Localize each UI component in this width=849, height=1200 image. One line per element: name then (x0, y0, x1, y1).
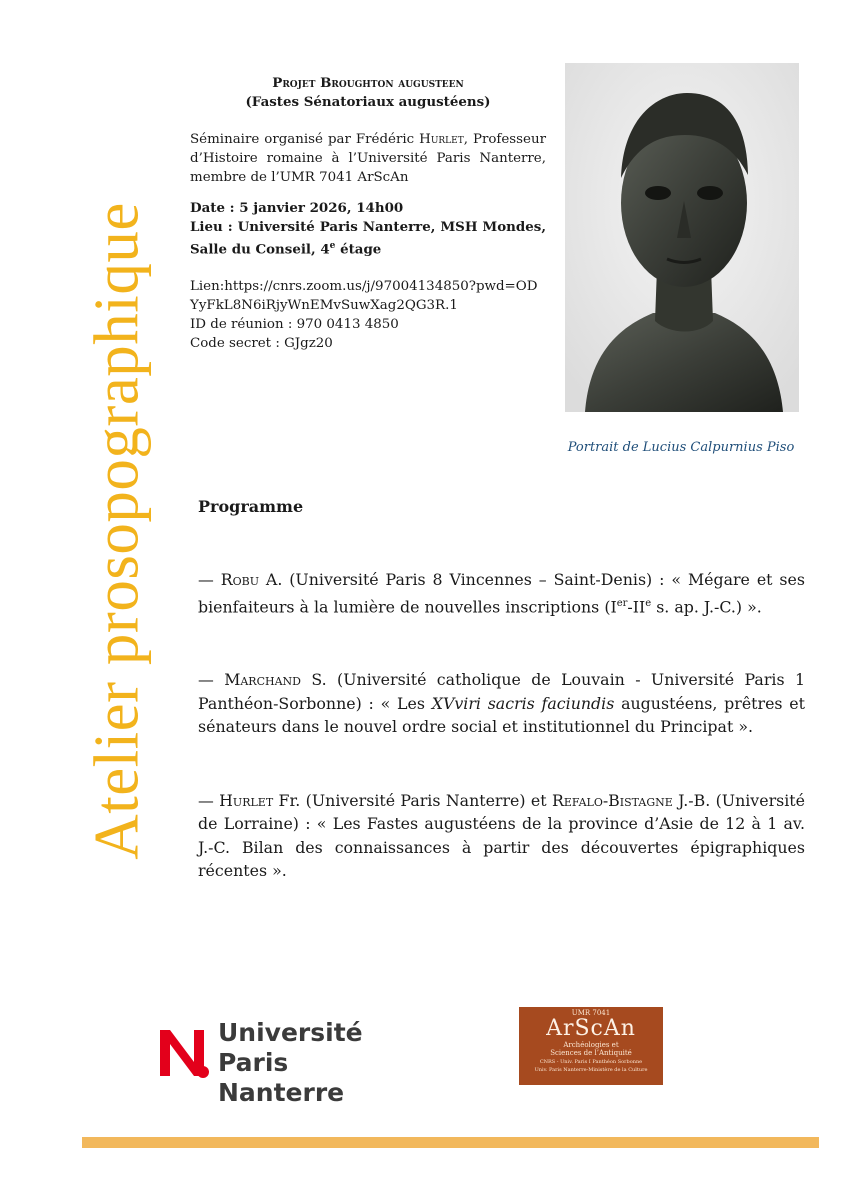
arscan-name: ArScAn (546, 1016, 636, 1041)
bottom-bar (82, 1137, 819, 1148)
arscan-sub1: Archéologies et (563, 1041, 619, 1049)
programme-list (198, 568, 805, 933)
portrait-bust-image (565, 63, 799, 412)
speaker-name: Robu (220, 570, 259, 589)
project-title (190, 74, 546, 112)
arscan-inst1: CNRS - Univ. Paris I Panthéon Sorbonne (539, 1059, 643, 1065)
entry-dash: — (198, 790, 220, 810)
place-text: Lieu : Université Paris Nanterre, MSH Mondes, Salle du Conseil, 4 (190, 219, 546, 258)
secret-code: Code secret : GJgz20 (190, 336, 333, 352)
date-place (190, 199, 546, 259)
intro-post: , Professeur d’Histoire romaine à l’Université Paris Nanterre, membre de l’UMR 7041 ArScAn (190, 132, 547, 185)
zoom-link[interactable]: Lien:https://cnrs.zoom.us/j/97004134850?pwd=ODYyFkL8N6iRjyWnEMvSuwXag2QG3R.1 (190, 279, 538, 314)
nanterre-line1: Université (218, 1018, 363, 1047)
nanterre-n-icon (158, 1020, 212, 1078)
intro-paragraph (190, 130, 546, 187)
intro-pre: Séminaire organisé par Frédéric (190, 132, 420, 147)
side-title (78, 86, 156, 976)
portrait-caption: Portrait de Lucius Calpurnius Piso (567, 440, 795, 455)
entry-dash: — (198, 670, 225, 690)
organizer-name: Hurlet (419, 132, 464, 147)
speaker-name: Refalo-Bistagne (551, 790, 673, 810)
event-header (190, 74, 546, 353)
entry-text: -II (627, 596, 646, 616)
entry-sup: er (616, 597, 628, 609)
entry-text: augustéens, prêtres et sénateurs dans le nouvel ordre social et institutionnel du Principat ». (198, 693, 805, 737)
date-line: Date : 5 janvier 2026, 14h00 (190, 200, 404, 216)
arscan-umr: UMR 7041 (571, 1009, 611, 1017)
nanterre-line2: Paris Nanterre (218, 1048, 345, 1107)
programme-title: Programme (198, 497, 304, 516)
entry-text: Fr. (Université Paris Nanterre) et (273, 790, 552, 810)
project-name: Projet Broughton augusteen (272, 75, 464, 91)
nanterre-text (218, 1018, 418, 1108)
place-end: étage (335, 241, 382, 258)
place-line (190, 218, 546, 259)
entry-dash: — (198, 570, 221, 589)
entry-sup: e (645, 597, 652, 609)
arscan-inst2: Univ. Paris Nanterre-Ministère de la Culture (534, 1067, 648, 1073)
project-subtitle: (Fastes Sénatoriaux augustéens) (245, 94, 491, 110)
zoom-info (190, 277, 546, 353)
entry-text: S. (Université catholique de Louvain - Université Paris 1 Panthéon-Sorbonne) : « Les (198, 670, 805, 713)
speaker-name: Marchand (224, 670, 301, 690)
entry-text: A. (Université Paris 8 Vincennes – Saint-Denis) : « Mégare et ses bienfaiteurs à la lumière de nouvelles inscriptions (I (198, 570, 805, 616)
entry-text: s. ap. J.-C.) ». (651, 596, 762, 616)
arscan-logo (519, 1007, 663, 1085)
nanterre-logo (158, 1018, 418, 1107)
arscan-sub2: Sciences de l’Antiquité (550, 1049, 632, 1057)
place-sup: e (329, 241, 336, 251)
entry-text: J.-B. (Université de Lorraine) : « Les Fastes augustéens de la province d’Asie de 12 à 1 av. J.-C. Bilan des connaissances à partir des découvertes épigraphiques récentes ». (198, 790, 805, 881)
entry-italic: XVviri sacris faciundis (431, 693, 615, 713)
programme-entry (198, 789, 805, 883)
side-title-text: Atelier prosopographique (81, 202, 152, 860)
programme-entry (198, 668, 805, 739)
meeting-id: ID de réunion : 970 0413 4850 (190, 317, 399, 333)
programme-entry (198, 568, 805, 618)
speaker-name: Hurlet (219, 790, 274, 810)
